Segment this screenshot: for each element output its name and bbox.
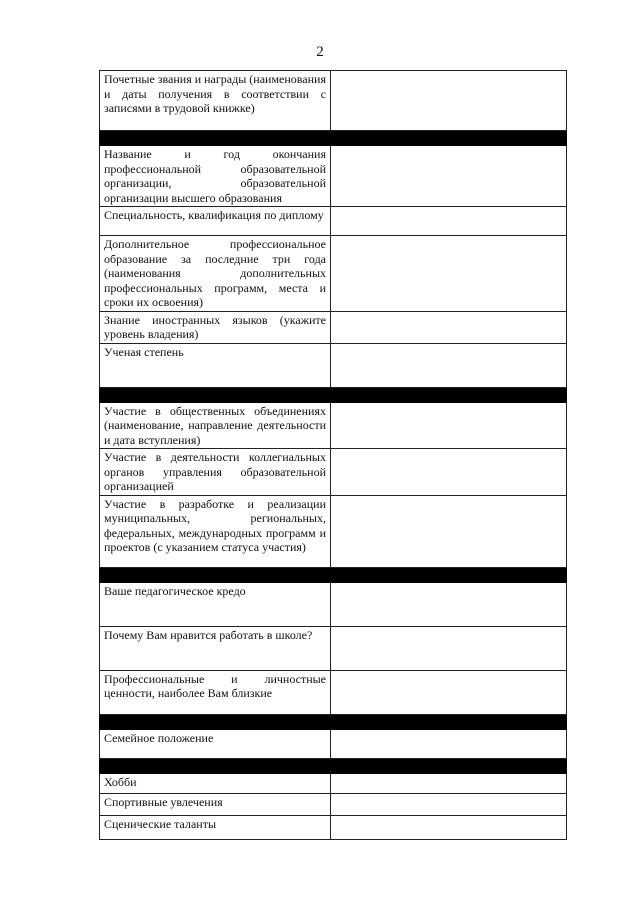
field-value[interactable] [331, 343, 567, 387]
field-value[interactable] [331, 402, 567, 449]
field-value[interactable] [331, 236, 567, 312]
field-label: Сценические таланты [100, 815, 331, 839]
field-label: Специальность, квалификация по диплому [100, 207, 331, 236]
field-value[interactable] [331, 670, 567, 714]
row-sports [100, 793, 567, 815]
field-label: Участие в разработке и реализации муниципальных, региональных, федеральных, международных программ и проектов (с указанием статуса участия) [100, 495, 331, 567]
field-label: Участие в общественных объединениях (наименование, направление деятельности и дата вступления) [100, 402, 331, 449]
row-awards [100, 71, 567, 131]
field-value[interactable] [331, 495, 567, 567]
section-separator [100, 131, 567, 146]
field-label: Участие в деятельности коллегиальных органов управления образовательной организацией [100, 449, 331, 496]
row-hobby [100, 773, 567, 793]
field-label: Почему Вам нравится работать в школе? [100, 626, 331, 670]
section-separator [100, 567, 567, 582]
row-why-school [100, 626, 567, 670]
page-number: 2 [316, 44, 324, 60]
field-label: Название и год окончания профессиональной образовательной организации, образовательной организации высшего образования [100, 146, 331, 207]
row-specialty [100, 207, 567, 236]
row-additional-education [100, 236, 567, 312]
section-separator [100, 387, 567, 402]
field-label: Профессиональные и личностные ценности, наиболее Вам близкие [100, 670, 331, 714]
row-credo [100, 582, 567, 626]
field-label: Ваше педагогическое кредо [100, 582, 331, 626]
field-label: Ученая степень [100, 343, 331, 387]
field-value[interactable] [331, 207, 567, 236]
field-value[interactable] [331, 146, 567, 207]
row-stage-talents [100, 815, 567, 839]
row-degree [100, 343, 567, 387]
row-marital-status [100, 729, 567, 758]
field-label: Почетные звания и награды (наименования и даты получения в соответствии с записями в трудовой книжке) [100, 71, 331, 131]
row-languages [100, 311, 567, 343]
row-programs [100, 495, 567, 567]
row-education [100, 146, 567, 207]
field-label: Знание иностранных языков (укажите уровень владения) [100, 311, 331, 343]
row-public-associations [100, 402, 567, 449]
field-label: Семейное положение [100, 729, 331, 758]
field-value[interactable] [331, 815, 567, 839]
field-label: Хобби [100, 773, 331, 793]
section-separator [100, 714, 567, 729]
field-value[interactable] [331, 71, 567, 131]
field-value[interactable] [331, 311, 567, 343]
field-label: Спортивные увлечения [100, 793, 331, 815]
field-label: Дополнительное профессиональное образование за последние три года (наименования дополнительных профессиональных программ, места и сроки их освоения) [100, 236, 331, 312]
field-value[interactable] [331, 626, 567, 670]
field-value[interactable] [331, 449, 567, 496]
field-value[interactable] [331, 793, 567, 815]
field-value[interactable] [331, 773, 567, 793]
section-separator [100, 758, 567, 773]
field-value[interactable] [331, 729, 567, 758]
row-collegial-bodies [100, 449, 567, 496]
field-value[interactable] [331, 582, 567, 626]
questionnaire-table [99, 70, 567, 840]
row-values [100, 670, 567, 714]
